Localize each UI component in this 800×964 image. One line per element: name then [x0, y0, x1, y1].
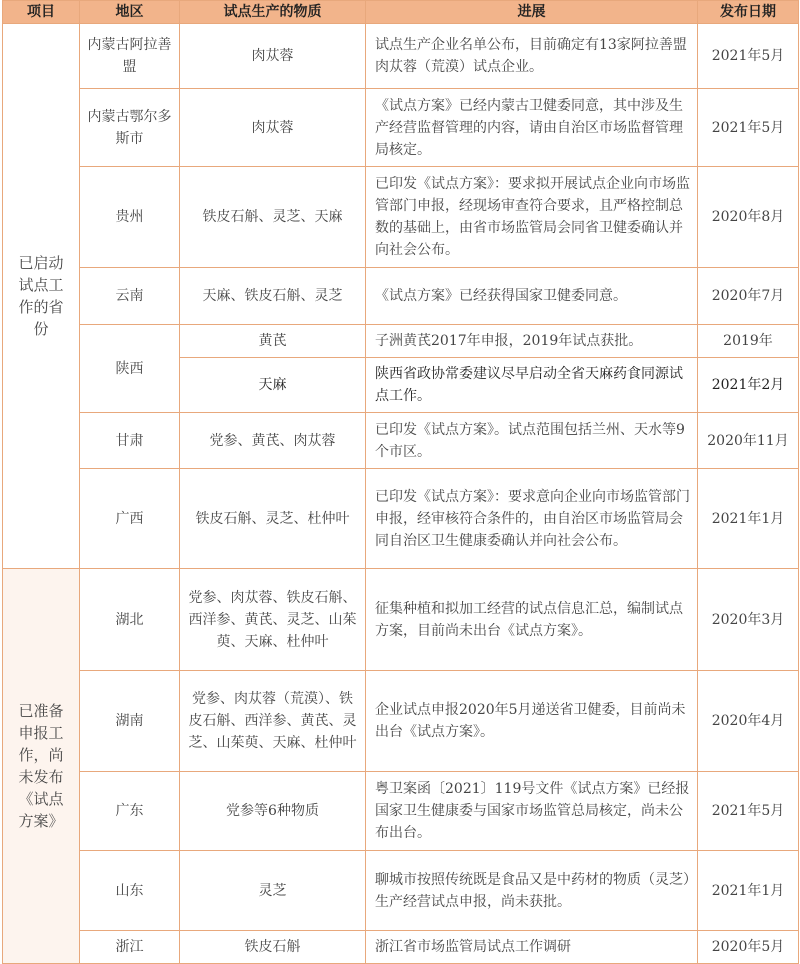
substance-cell: 党参等6种物质 — [180, 772, 366, 851]
date-cell: 2021年5月 — [698, 89, 799, 167]
region-cell: 陕西 — [80, 325, 180, 413]
header-region: 地区 — [80, 1, 180, 24]
progress-cell: 已印发《试点方案》：要求意向企业向市场监管部门申报，经审核符合条件的，由自治区市场监管局会同自治区卫生健康委确认并向社会公布。 — [366, 469, 698, 569]
progress-cell: 企业试点申报2020年5月递送省卫健委，目前尚未出台《试点方案》。 — [366, 671, 698, 772]
table-row — [3, 167, 799, 268]
progress-cell: 已印发《试点方案》。试点范围包括兰州、天水等9个市区。 — [366, 413, 698, 469]
progress-cell: 《试点方案》已经内蒙古卫健委同意，其中涉及生产经营监督管理的内容，请由自治区市场监督管理局核定。 — [366, 89, 698, 167]
table-row — [3, 89, 799, 167]
pilot-progress-table — [2, 0, 799, 964]
table-row — [3, 931, 799, 964]
substance-cell: 铁皮石斛、灵芝、杜仲叶 — [180, 469, 366, 569]
category-cell: 已启动试点工作的省份 — [3, 24, 80, 569]
table-row — [3, 569, 799, 671]
table-row — [3, 24, 799, 89]
table-row — [3, 325, 799, 358]
substance-cell: 肉苁蓉 — [180, 24, 366, 89]
region-cell: 广西 — [80, 469, 180, 569]
substance-cell: 天麻 — [180, 358, 366, 413]
table-header-row — [3, 1, 799, 24]
progress-cell: 征集种植和拟加工经营的试点信息汇总，编制试点方案，目前尚未出台《试点方案》。 — [366, 569, 698, 671]
date-cell: 2021年1月 — [698, 851, 799, 931]
date-cell: 2021年1月 — [698, 469, 799, 569]
header-category: 项目 — [3, 1, 80, 24]
table-row — [3, 772, 799, 851]
progress-cell: 子洲黄芪2017年申报，2019年试点获批。 — [366, 325, 698, 358]
date-cell: 2020年4月 — [698, 671, 799, 772]
substance-cell: 肉苁蓉 — [180, 89, 366, 167]
progress-cell: 《试点方案》已经获得国家卫健委同意。 — [366, 268, 698, 325]
progress-cell: 已印发《试点方案》：要求拟开展试点企业向市场监管部门申报，经现场审查符合要求，且严格控制总数的基础上，由省市场监管局会同省卫健委确认并向社会公布。 — [366, 167, 698, 268]
date-cell: 2020年8月 — [698, 167, 799, 268]
region-cell: 甘肃 — [80, 413, 180, 469]
substance-cell: 党参、肉苁蓉、铁皮石斛、西洋参、黄芪、灵芝、山茱萸、天麻、杜仲叶 — [180, 569, 366, 671]
date-cell: 2019年 — [698, 325, 799, 358]
category-cell: 已准备申报工作，尚未发布《试点方案》 — [3, 569, 80, 964]
date-cell: 2021年5月 — [698, 24, 799, 89]
table-row — [3, 671, 799, 772]
table-row — [3, 851, 799, 931]
region-cell: 广东 — [80, 772, 180, 851]
date-cell: 2021年5月 — [698, 772, 799, 851]
substance-cell: 党参、黄芪、肉苁蓉 — [180, 413, 366, 469]
region-cell: 内蒙古鄂尔多斯市 — [80, 89, 180, 167]
substance-cell: 天麻、铁皮石斛、灵芝 — [180, 268, 366, 325]
substance-cell: 铁皮石斛、灵芝、天麻 — [180, 167, 366, 268]
table-row — [3, 268, 799, 325]
progress-cell: 粤卫案函〔2021〕119号文件《试点方案》已经报国家卫生健康委与国家市场监管总局核定，尚未公布出台。 — [366, 772, 698, 851]
date-cell: 2020年7月 — [698, 268, 799, 325]
date-cell: 2020年5月 — [698, 931, 799, 964]
substance-cell: 黄芪 — [180, 325, 366, 358]
progress-cell: 聊城市按照传统既是食品又是中药材的物质（灵芝）生产经营试点申报，尚未获批。 — [366, 851, 698, 931]
date-cell: 2020年3月 — [698, 569, 799, 671]
header-date: 发布日期 — [698, 1, 799, 24]
substance-cell: 灵芝 — [180, 851, 366, 931]
substance-cell: 党参、肉苁蓉（荒漠）、铁皮石斛、西洋参、黄芪、灵芝、山茱萸、天麻、杜仲叶 — [180, 671, 366, 772]
region-cell: 湖南 — [80, 671, 180, 772]
region-cell: 内蒙古阿拉善盟 — [80, 24, 180, 89]
header-substance: 试点生产的物质 — [180, 1, 366, 24]
date-cell: 2021年2月 — [698, 358, 799, 413]
region-cell: 云南 — [80, 268, 180, 325]
table-row — [3, 413, 799, 469]
region-cell: 浙江 — [80, 931, 180, 964]
table-row — [3, 469, 799, 569]
progress-cell: 陕西省政协常委建议尽早启动全省天麻药食同源试点工作。 — [366, 358, 698, 413]
progress-cell: 浙江省市场监管局试点工作调研 — [366, 931, 698, 964]
region-cell: 贵州 — [80, 167, 180, 268]
region-cell: 湖北 — [80, 569, 180, 671]
date-cell: 2020年11月 — [698, 413, 799, 469]
header-progress: 进展 — [366, 1, 698, 24]
substance-cell: 铁皮石斛 — [180, 931, 366, 964]
region-cell: 山东 — [80, 851, 180, 931]
progress-cell: 试点生产企业名单公布，目前确定有13家阿拉善盟肉苁蓉（荒漠）试点企业。 — [366, 24, 698, 89]
